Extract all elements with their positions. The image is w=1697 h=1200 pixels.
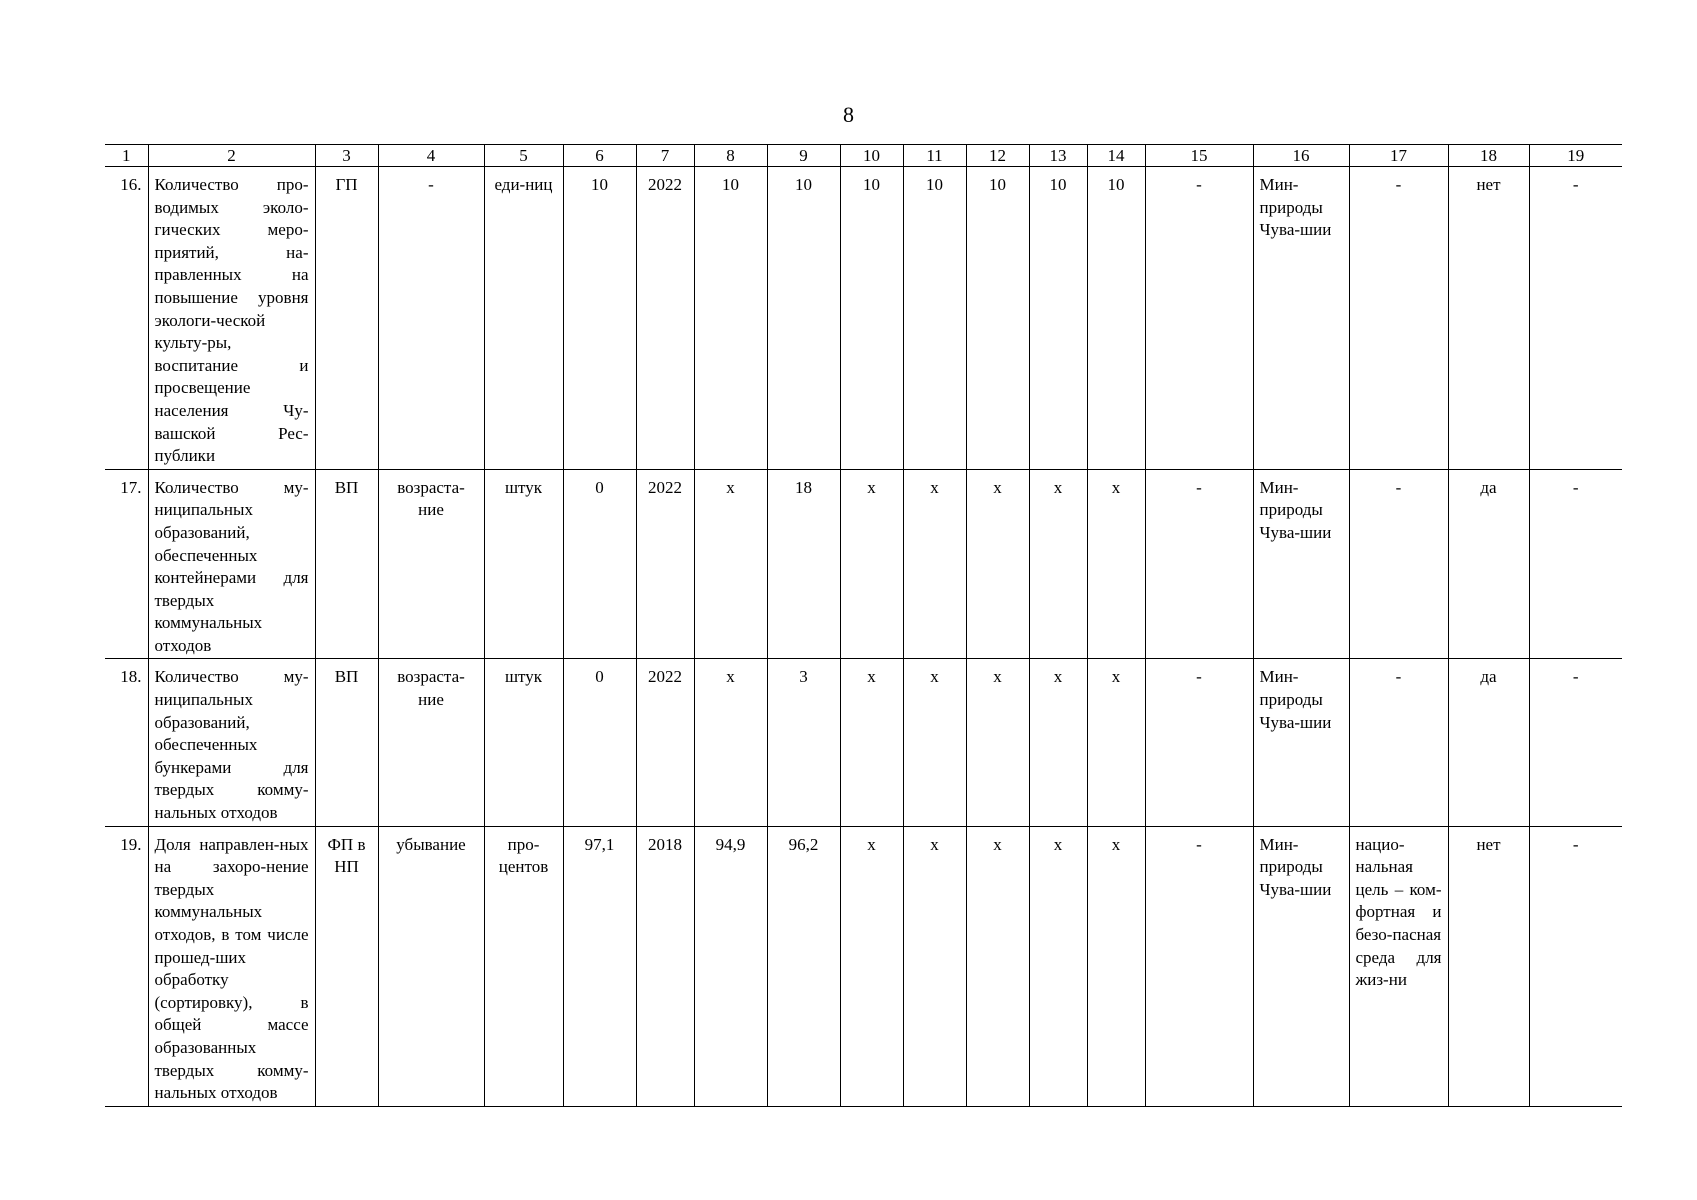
cell-value: 10 <box>903 167 966 470</box>
cell-unit: про-центов <box>484 826 563 1106</box>
header-cell: 7 <box>636 145 694 167</box>
cell-base-value: 10 <box>563 167 636 470</box>
cell-value: 10 <box>1087 167 1145 470</box>
cell-value: 10 <box>694 167 767 470</box>
cell-base-value: 0 <box>563 659 636 826</box>
cell-national-goal: нацио-нальная цель – ком-фортная и безо-пасная среда для жиз-ни <box>1349 826 1448 1106</box>
table-header <box>105 145 1622 167</box>
cell-document: - <box>1145 167 1253 470</box>
header-cell: 1 <box>105 145 148 167</box>
header-cell: 6 <box>563 145 636 167</box>
cell-trend: убывание <box>378 826 484 1106</box>
header-cell: 9 <box>767 145 840 167</box>
cell-base-year: 2018 <box>636 826 694 1106</box>
header-cell: 2 <box>148 145 315 167</box>
cell-unit: штук <box>484 469 563 659</box>
row-number: 16. <box>105 167 148 470</box>
cell-value: х <box>903 826 966 1106</box>
cell-info-system: - <box>1529 659 1622 826</box>
cell-value: х <box>840 826 903 1106</box>
cell-flag: нет <box>1448 826 1529 1106</box>
table-row <box>105 659 1622 826</box>
header-row <box>105 145 1622 167</box>
cell-value: х <box>903 469 966 659</box>
cell-base-year: 2022 <box>636 167 694 470</box>
row-number: 17. <box>105 469 148 659</box>
indicator-name: Количество му-ниципальных образований, обеспеченных контейнерами для твердых коммунальных отходов <box>148 469 315 659</box>
cell-value: 94,9 <box>694 826 767 1106</box>
cell-value: х <box>694 659 767 826</box>
cell-info-system: - <box>1529 469 1622 659</box>
cell-trend: - <box>378 167 484 470</box>
cell-base-value: 97,1 <box>563 826 636 1106</box>
cell-value: х <box>694 469 767 659</box>
header-cell: 12 <box>966 145 1029 167</box>
cell-base-year: 2022 <box>636 659 694 826</box>
cell-value: х <box>840 659 903 826</box>
cell-value: 96,2 <box>767 826 840 1106</box>
cell-document: - <box>1145 826 1253 1106</box>
cell-value: х <box>966 826 1029 1106</box>
cell-value: х <box>1087 659 1145 826</box>
header-cell: 13 <box>1029 145 1087 167</box>
cell-national-goal: - <box>1349 469 1448 659</box>
cell-responsible: Мин-природы Чува-шии <box>1253 167 1349 470</box>
cell-flag: нет <box>1448 167 1529 470</box>
row-number: 18. <box>105 659 148 826</box>
header-cell: 14 <box>1087 145 1145 167</box>
cell-value: х <box>1029 469 1087 659</box>
table-row <box>105 167 1622 470</box>
table-body <box>105 167 1622 1107</box>
cell-trend: возраста-ние <box>378 659 484 826</box>
indicator-name: Доля направлен-ных на захоро-нение твердых коммунальных отходов, в том числе прошед-ших обработку (сортировку), в общей массе образованных твердых комму-нальных отходов <box>148 826 315 1106</box>
cell-value: х <box>966 469 1029 659</box>
cell-value: х <box>840 469 903 659</box>
cell-value: 10 <box>966 167 1029 470</box>
cell-national-goal: - <box>1349 167 1448 470</box>
cell-base-year: 2022 <box>636 469 694 659</box>
header-cell: 3 <box>315 145 378 167</box>
cell-value: х <box>1087 469 1145 659</box>
cell-flag: да <box>1448 469 1529 659</box>
cell-value: х <box>966 659 1029 826</box>
cell-value: х <box>903 659 966 826</box>
cell-value: 10 <box>767 167 840 470</box>
cell-value: х <box>1029 659 1087 826</box>
header-cell: 19 <box>1529 145 1622 167</box>
table-row <box>105 826 1622 1106</box>
cell-type: ВП <box>315 659 378 826</box>
cell-base-value: 0 <box>563 469 636 659</box>
cell-info-system: - <box>1529 167 1622 470</box>
cell-responsible: Мин-природы Чува-шии <box>1253 826 1349 1106</box>
cell-unit: еди-ниц <box>484 167 563 470</box>
cell-value: 18 <box>767 469 840 659</box>
cell-type: ФП в НП <box>315 826 378 1106</box>
header-cell: 17 <box>1349 145 1448 167</box>
cell-responsible: Мин-природы Чува-шии <box>1253 659 1349 826</box>
header-cell: 8 <box>694 145 767 167</box>
row-number: 19. <box>105 826 148 1106</box>
header-cell: 5 <box>484 145 563 167</box>
cell-unit: штук <box>484 659 563 826</box>
cell-document: - <box>1145 469 1253 659</box>
header-cell: 4 <box>378 145 484 167</box>
indicator-name: Количество му-ниципальных образований, обеспеченных бункерами для твердых комму-нальных отходов <box>148 659 315 826</box>
header-cell: 16 <box>1253 145 1349 167</box>
cell-value: х <box>1087 826 1145 1106</box>
indicator-name: Количество про-водимых эколо-гических меро-приятий, на-правленных на повышение уровня экологи-ческой культу-ры, воспитание и просвещение населения Чу-вашской Рес-публики <box>148 167 315 470</box>
header-cell: 18 <box>1448 145 1529 167</box>
cell-flag: да <box>1448 659 1529 826</box>
cell-value: х <box>1029 826 1087 1106</box>
cell-info-system: - <box>1529 826 1622 1106</box>
cell-value: 10 <box>1029 167 1087 470</box>
cell-value: 10 <box>840 167 903 470</box>
header-cell: 15 <box>1145 145 1253 167</box>
header-cell: 10 <box>840 145 903 167</box>
cell-type: ВП <box>315 469 378 659</box>
cell-document: - <box>1145 659 1253 826</box>
cell-national-goal: - <box>1349 659 1448 826</box>
cell-responsible: Мин-природы Чува-шии <box>1253 469 1349 659</box>
cell-value: 3 <box>767 659 840 826</box>
table-row <box>105 469 1622 659</box>
indicators-table <box>105 144 1622 1107</box>
page-number: 8 <box>843 102 854 127</box>
header-cell: 11 <box>903 145 966 167</box>
cell-trend: возраста-ние <box>378 469 484 659</box>
cell-type: ГП <box>315 167 378 470</box>
